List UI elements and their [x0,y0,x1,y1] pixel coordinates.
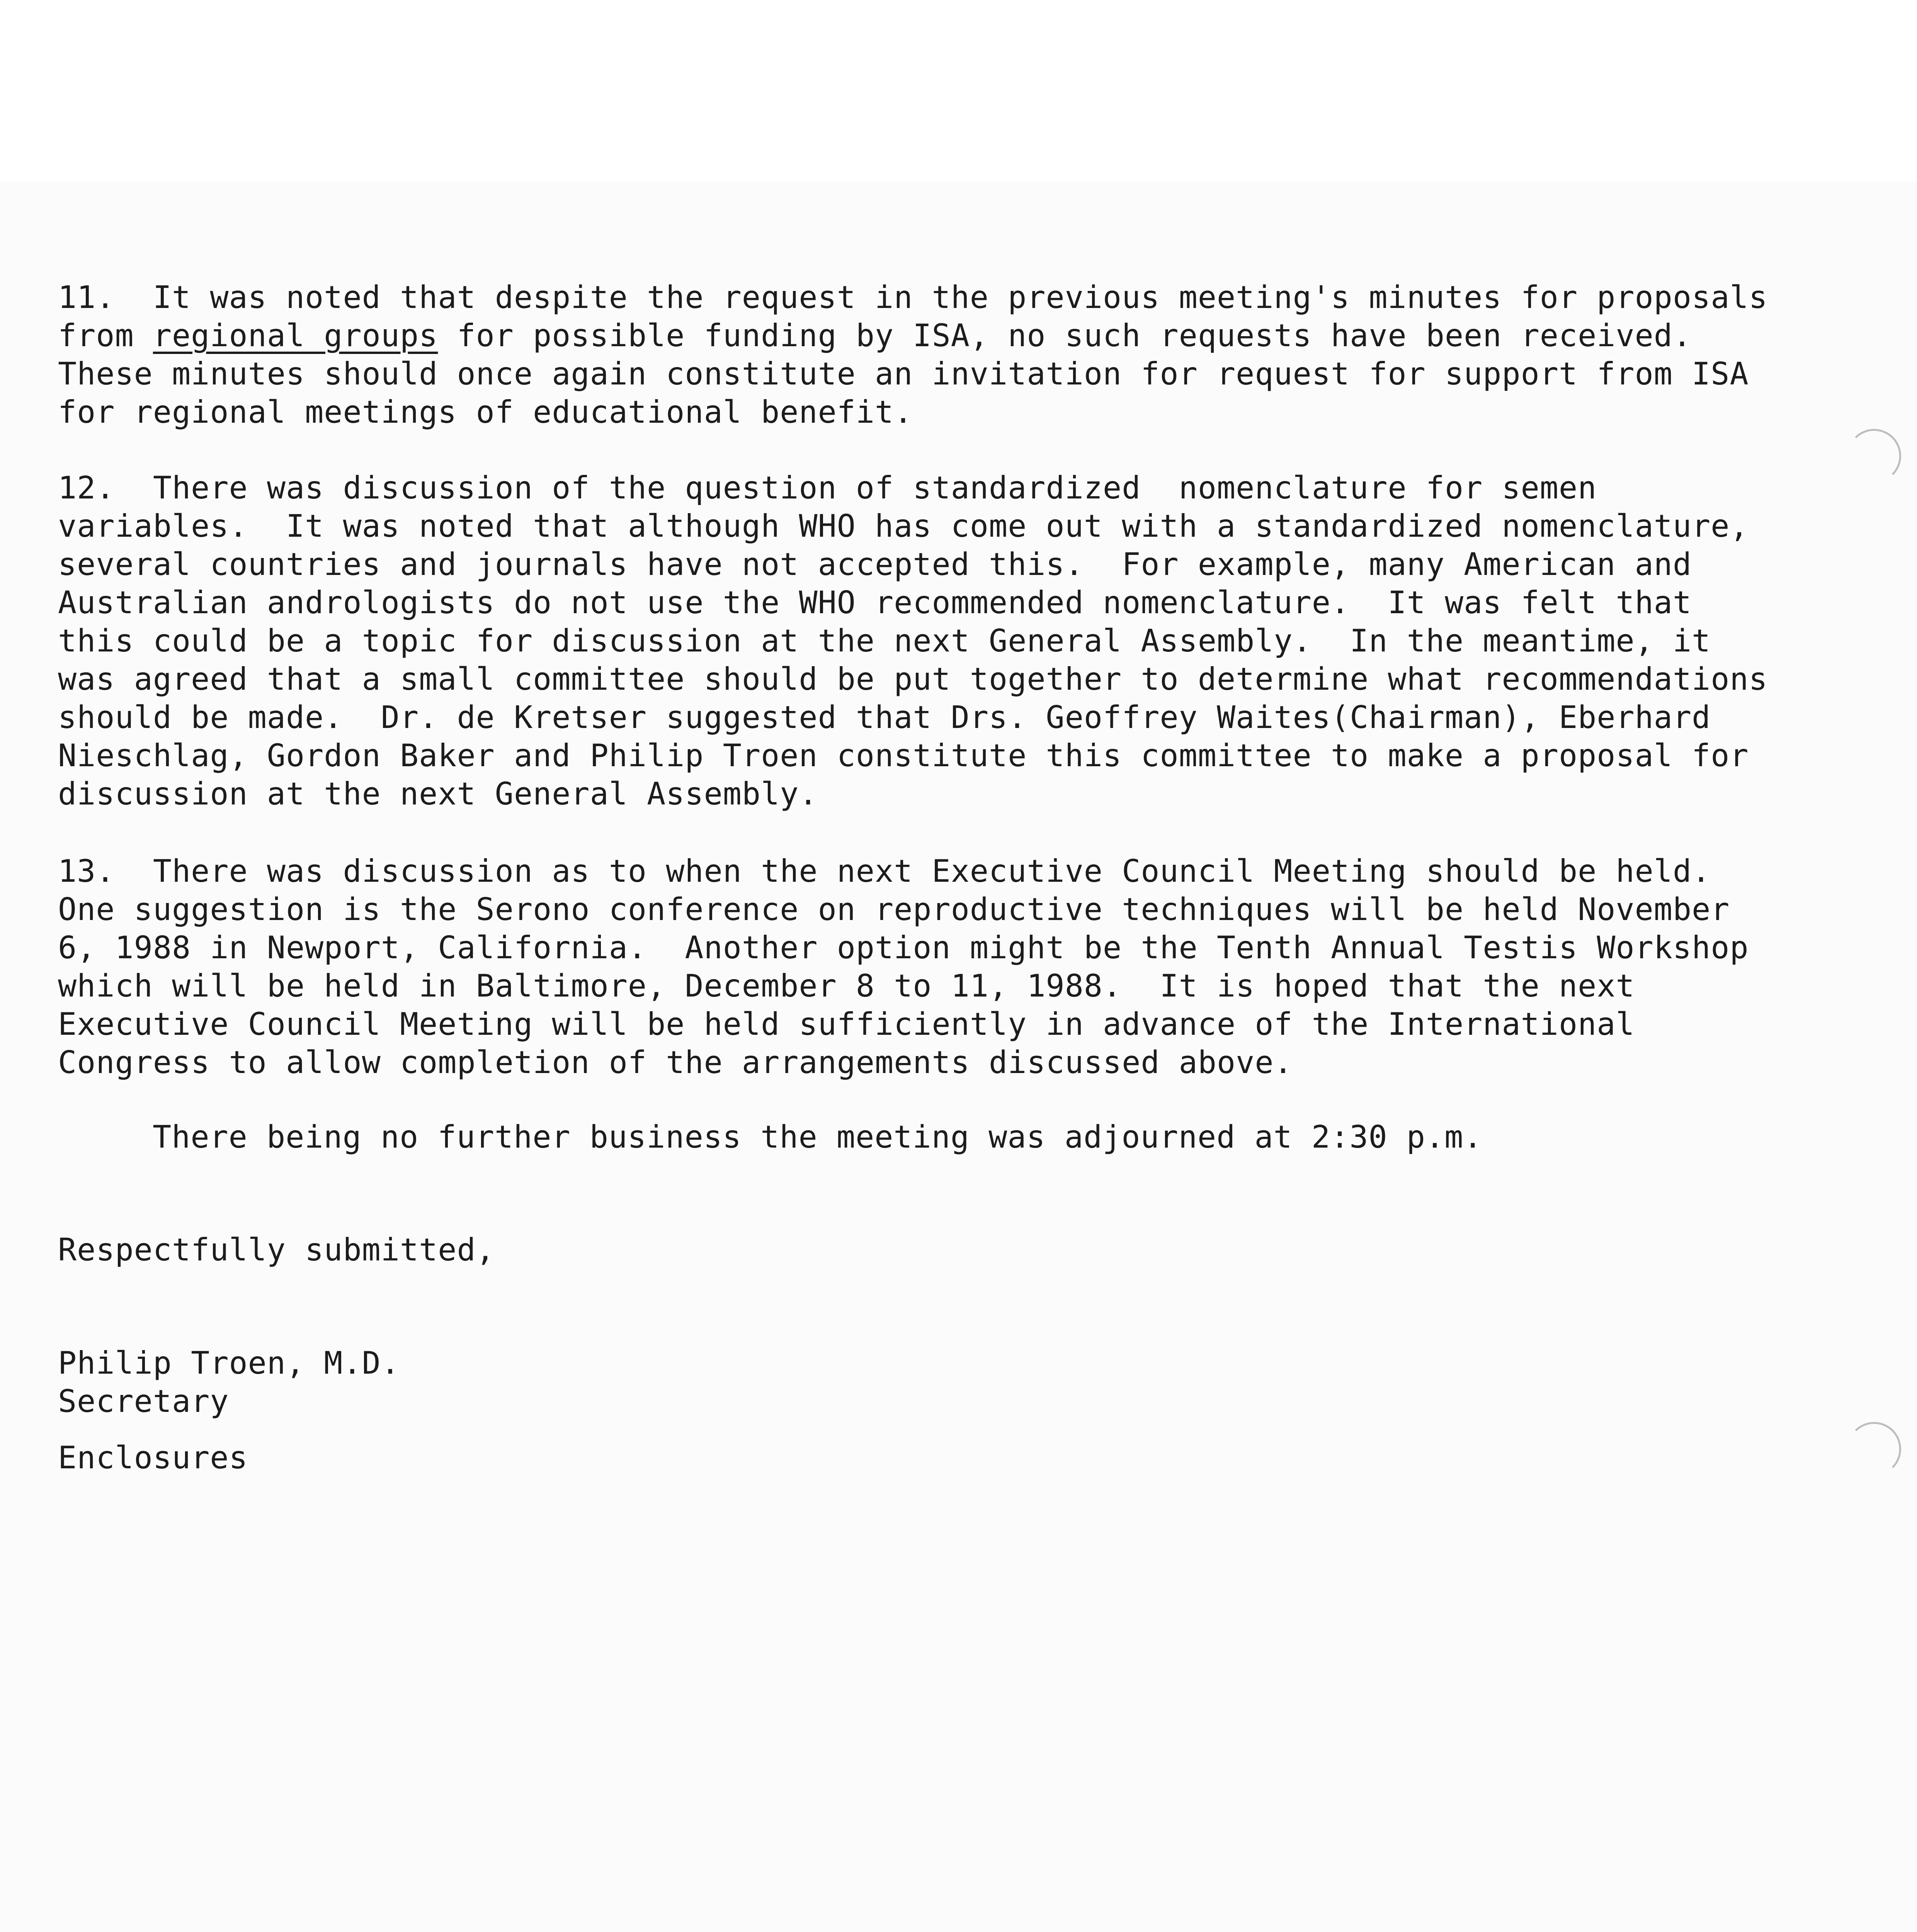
paragraph-11-text-start: It was noted that despite the request in the previous meeting's minutes for proposals from [58,279,1768,354]
closing-salutation: Respectfully submitted, [58,1232,495,1268]
adjournment-statement: There being no further business the meeting was adjourned at 2:30 p.m. [153,1119,1483,1155]
regional-groups-underlined-text: regional groups [153,318,438,354]
enclosures-label: Enclosures [58,1440,248,1476]
paragraph-12: 12. There was discussion of the question of standardized nomenclature for semen variables. It was noted that although WHO has come out with a standardized nomenclature, several countries and journals have not accepted this. For example, many American and Australian andrologists do not use the WHO recommended nomenclature. It was felt that this could be a topic for discussion at the next General Assembly. In the meantime, it was agreed that a small committee should be put together to determine what recommendations should be made. Dr. de Kretser suggested that Drs. Geoffrey Waites(Chairman), Eberhard Nieschlag, Gordon Baker and Philip Troen constitute this committee to make a proposal for discussion at the next General Assembly. [58,470,1768,812]
signature-title: Secretary [58,1383,229,1419]
paragraph-13: 13. There was discussion as to when the next Executive Council Meeting should be held. One suggestion is the Serono conference on reproductive techniques will be held November 6, 1988 in Newport, California. Another option might be the Tenth Annual Testis Workshop which will be held in Baltimore, December 8 to 11, 1988. It is hoped that the next Executive Council Meeting will be held sufficiently in advance of the International Congress to allow completion of the arrangements discussed above. [58,853,1749,1080]
paragraph-11 [58,278,1778,431]
punch-hole-mark [1847,1422,1901,1476]
paragraph-11-text-end: for possible funding by ISA, no such requests have been received. These minutes should once again constitute an invitation for request for support from ISA for regional meetings of educational benefit. [58,318,1749,430]
paragraph-11-number: 11. [58,279,115,315]
punch-hole-mark [1847,429,1901,483]
signature-name: Philip Troen, M.D. [58,1345,400,1381]
scan-top-margin [0,0,1917,182]
